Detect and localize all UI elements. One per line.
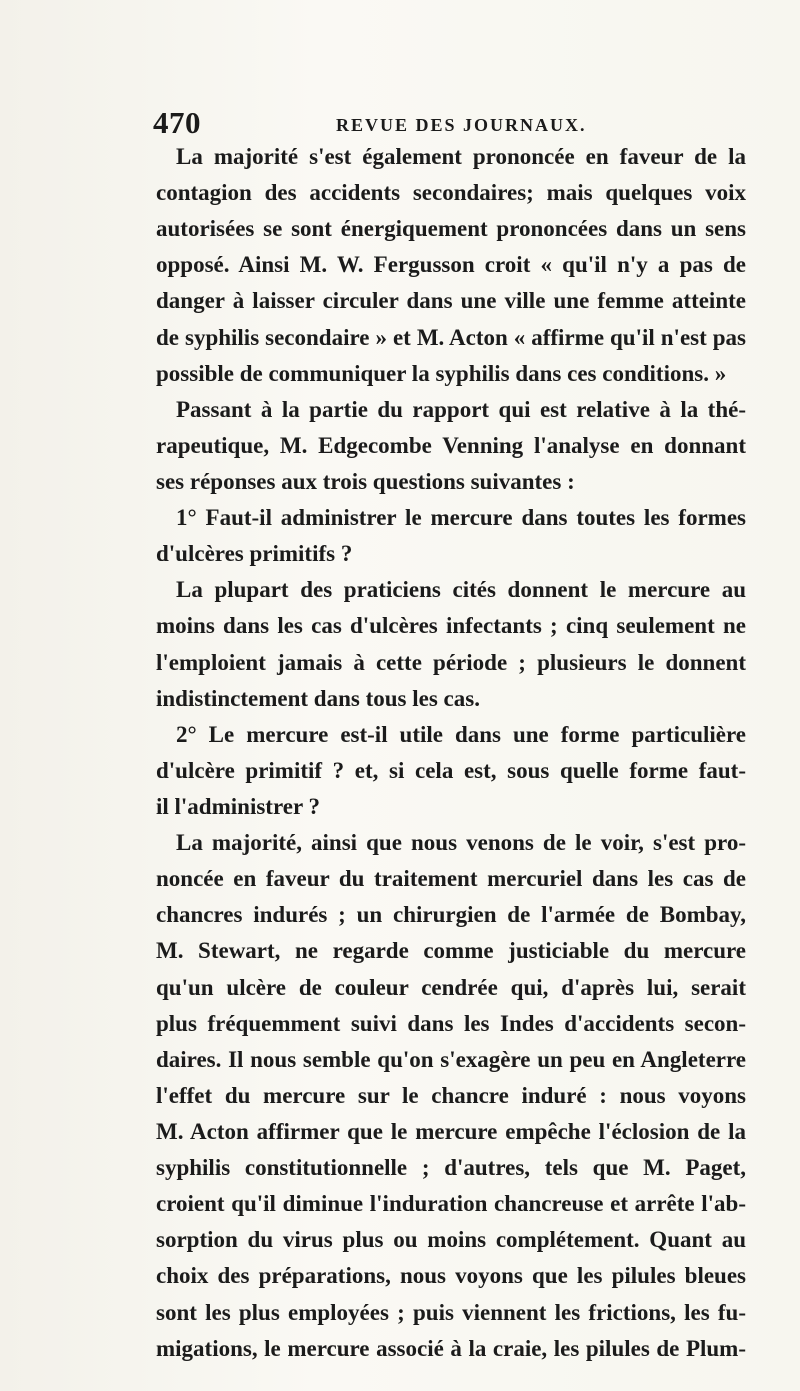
text-line: danger à laisser circuler dans une ville une femme atteinte: [156, 288, 746, 314]
text-line: choix des préparations, nous voyons que les pilules bleues: [156, 1263, 746, 1289]
running-head: [153, 103, 741, 143]
text-line: de syphilis secondaire » et M. Acton « affirme qu'il n'est pas: [156, 324, 746, 350]
text-line: La plupart des praticiens cités donnent le mercure au: [176, 577, 746, 603]
text-line: sorption du virus plus ou moins complétement. Quant au: [156, 1227, 746, 1253]
text-line: M. Acton affirmer que le mercure empêche l'éclosion de la: [156, 1118, 746, 1144]
text-line: 1° Faut-il administrer le mercure dans toutes les formes: [176, 505, 746, 531]
text-line: La majorité, ainsi que nous venons de le voir, s'est pro-: [176, 830, 746, 856]
text-line: il l'administrer ?: [156, 793, 320, 819]
text-line: Passant à la partie du rapport qui est relative à la thé-: [176, 396, 746, 422]
text-line: M. Stewart, ne regarde comme justiciable du mercure: [156, 938, 746, 964]
text-line: La majorité s'est également prononcée en faveur de la: [176, 144, 746, 169]
page-number: 470: [153, 105, 201, 140]
text-line: moins dans les cas d'ulcères infectants ; cinq seulement ne: [156, 613, 746, 639]
text-line: chancres indurés ; un chirurgien de l'armée de Bombay,: [156, 902, 746, 928]
text-line: migations, le mercure associé à la craie, les pilules de Plum-: [156, 1335, 746, 1361]
text-line: qu'un ulcère de couleur cendrée qui, d'après lui, serait: [156, 974, 746, 1000]
text-line: syphilis constitutionnelle ; d'autres, tels que M. Paget,: [156, 1155, 746, 1181]
text-line: daires. Il nous semble qu'on s'exagère un peu en Angleterre: [156, 1046, 746, 1072]
text-line: contagion des accidents secondaires; mais quelques voix: [156, 180, 746, 206]
text-line: ses réponses aux trois questions suivantes :: [156, 468, 575, 494]
text-line: croient qu'il diminue l'induration chancreuse et arrête l'ab-: [156, 1191, 746, 1217]
text-line: autorisées se sont énergiquement prononcées dans un sens: [156, 216, 746, 242]
text-line: l'effet du mercure sur le chancre induré : nous voyons: [156, 1082, 746, 1108]
text-line: possible de communiquer la syphilis dans ces conditions. »: [156, 360, 727, 386]
text-line: plus fréquemment suivi dans les Indes d'accidents secon-: [156, 1010, 746, 1036]
body-text: [156, 139, 746, 1367]
text-line: opposé. Ainsi M. W. Fergusson croit « qu'il n'y a pas de: [156, 252, 746, 278]
text-line: 2° Le mercure est-il utile dans une forme particulière: [176, 721, 746, 747]
text-line: noncée en faveur du traitement mercuriel dans les cas de: [156, 866, 746, 892]
text-line: d'ulcères primitifs ?: [156, 541, 353, 567]
text-line: l'emploient jamais à cette période ; plusieurs le donnent: [156, 649, 746, 675]
text-line: rapeutique, M. Edgecombe Venning l'analyse en donnant: [156, 432, 746, 458]
text-line: d'ulcère primitif ? et, si cela est, sous quelle forme faut-: [156, 757, 746, 783]
journal-title: REVUE DES JOURNAUX.: [336, 115, 587, 135]
text-line: indistinctement dans tous les cas.: [156, 685, 480, 711]
text-line: sont les plus employées ; puis viennent les frictions, les fu-: [156, 1299, 746, 1325]
